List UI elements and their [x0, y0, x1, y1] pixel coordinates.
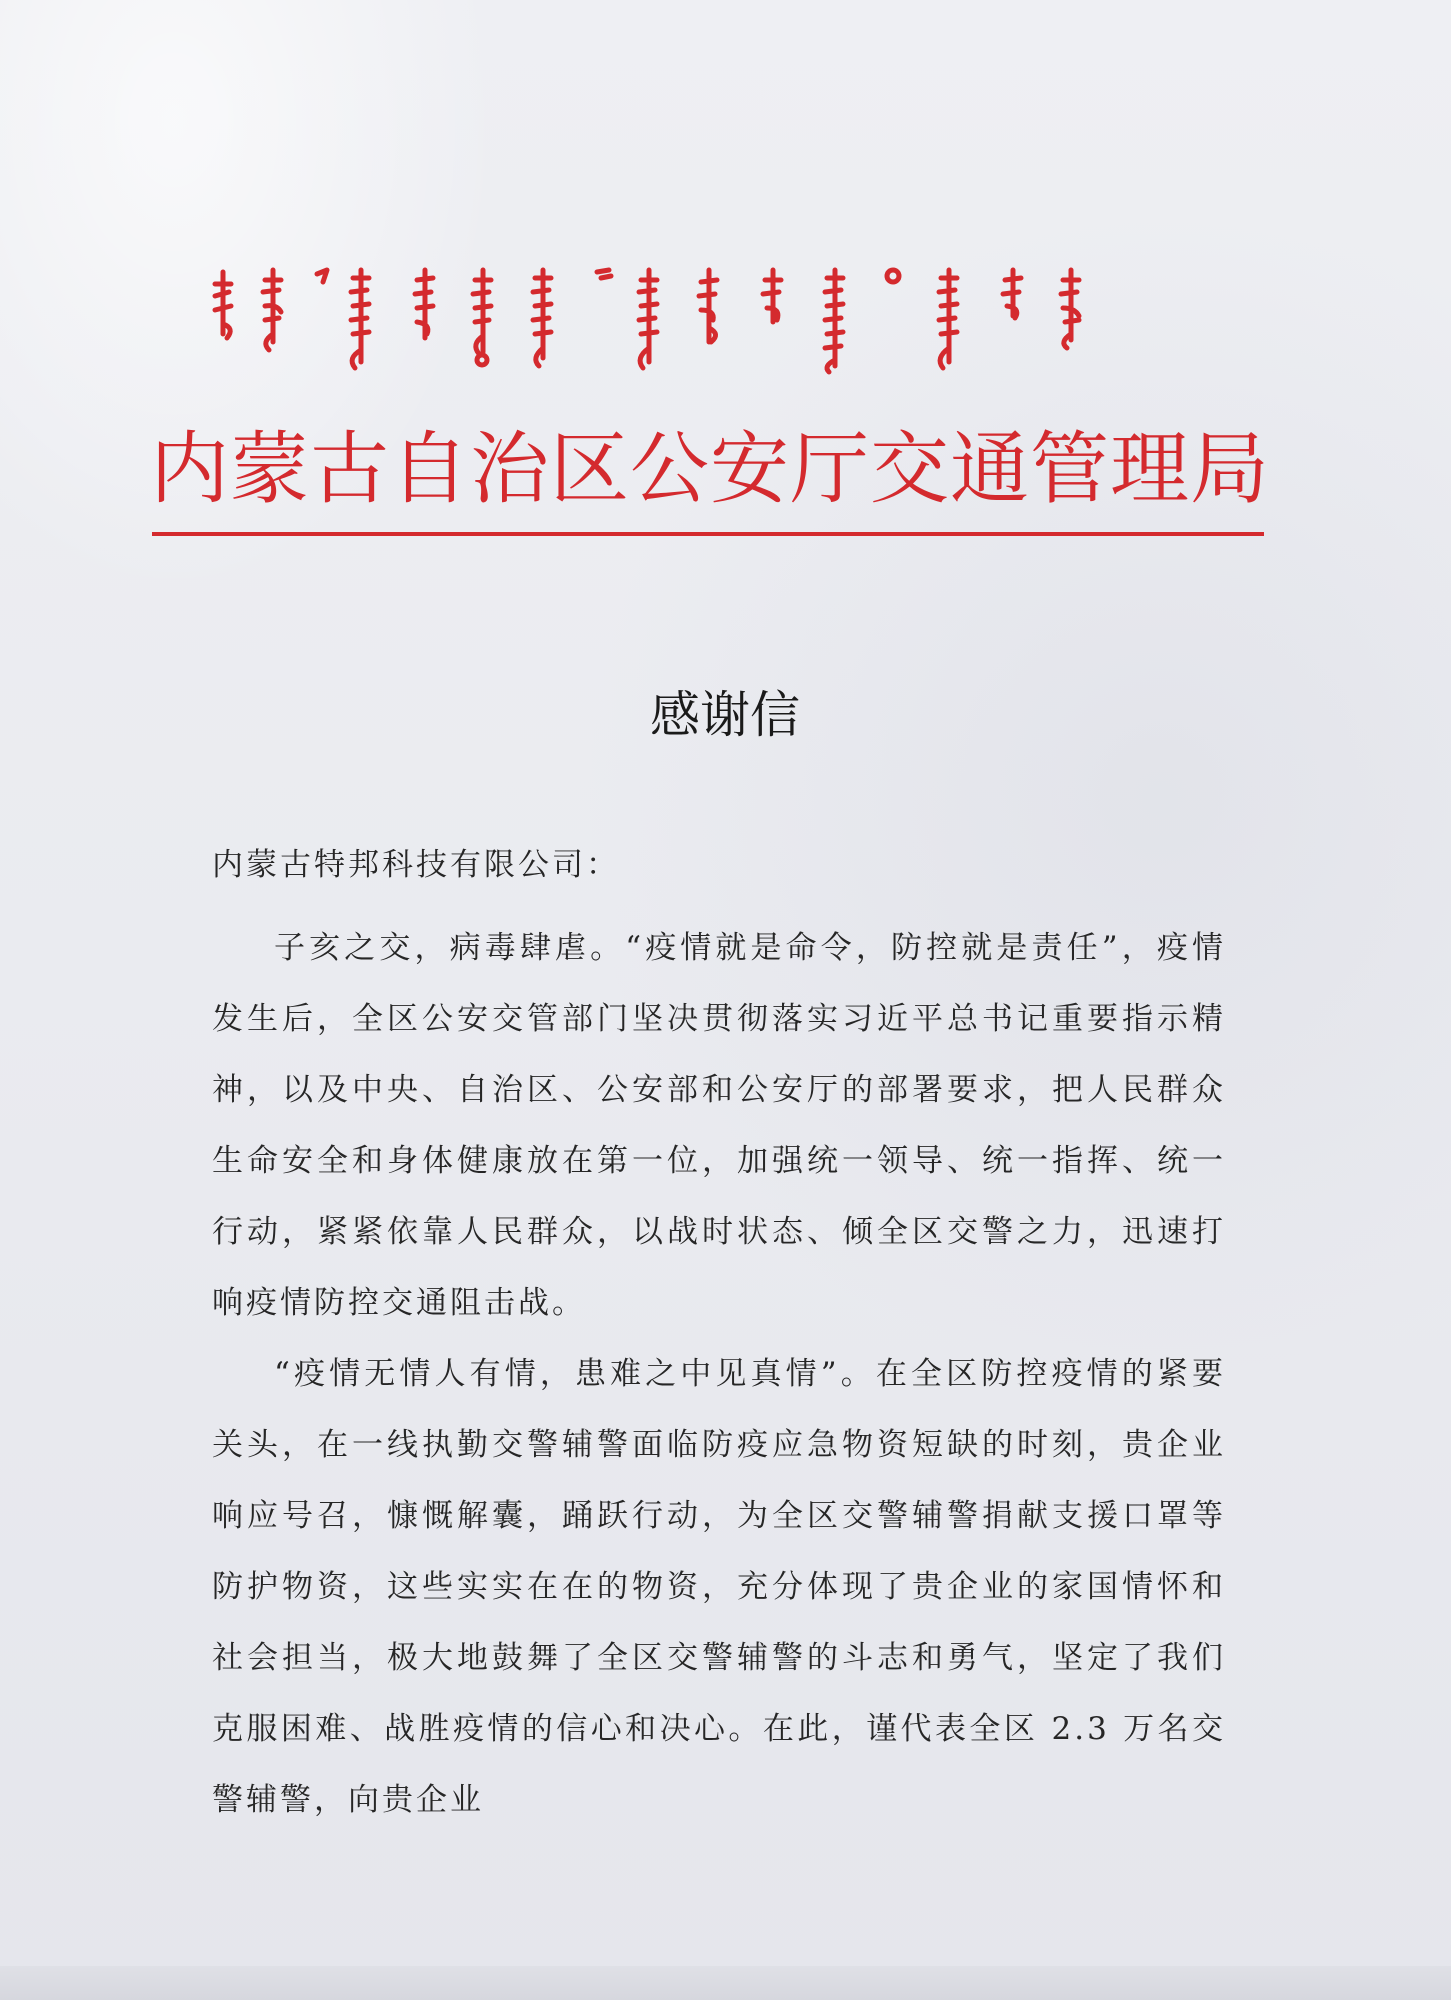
agency-name: 内蒙古自治区公安厅交通管理局 [150, 423, 1270, 515]
body-paragraph: “疫情无情人有情，患难之中见真情”。在全区防控疫情的紧要关头，在一线执勤交警辅警面临防疫应急物资短缺的时刻，贵企业响应号召，慷慨解囊，踊跃行动，为全区交警辅警捐献支援口罩等防护物资，这些实实在在的物资，充分体现了贵企业的家国情怀和社会担当，极大地鼓舞了全区交警辅警的斗志和勇气，坚定了我们克服困难、战胜疫情的信心和决心。在此，谨代表全区 2.3 万名交警辅警，向贵企业 [212, 1356, 1226, 1818]
header-divider [152, 532, 1264, 536]
scan-bottom-edge [0, 1966, 1451, 2000]
mongolian-script-header [205, 262, 1220, 382]
body-paragraph: 子亥之交，病毒肆虐。“疫情就是命令，防控就是责任”，疫情发生后，全区公安交管部门坚决贯彻落实习近平总书记重要指示精神，以及中央、自治区、公安部和公安厅的部署要求，把人民群众生命安全和身体健康放在第一位，加强统一领导、统一指挥、统一行动，紧紧依靠人民群众，以战时状态、倾全区交警之力，迅速打响疫情防控交通阻击战。 [212, 930, 1226, 1321]
letter-body [212, 913, 1226, 1836]
mongolian-script-image [205, 262, 1220, 382]
letter-title: 感谢信 [650, 686, 800, 744]
salutation: 内蒙古特邦科技有限公司： [212, 847, 620, 883]
